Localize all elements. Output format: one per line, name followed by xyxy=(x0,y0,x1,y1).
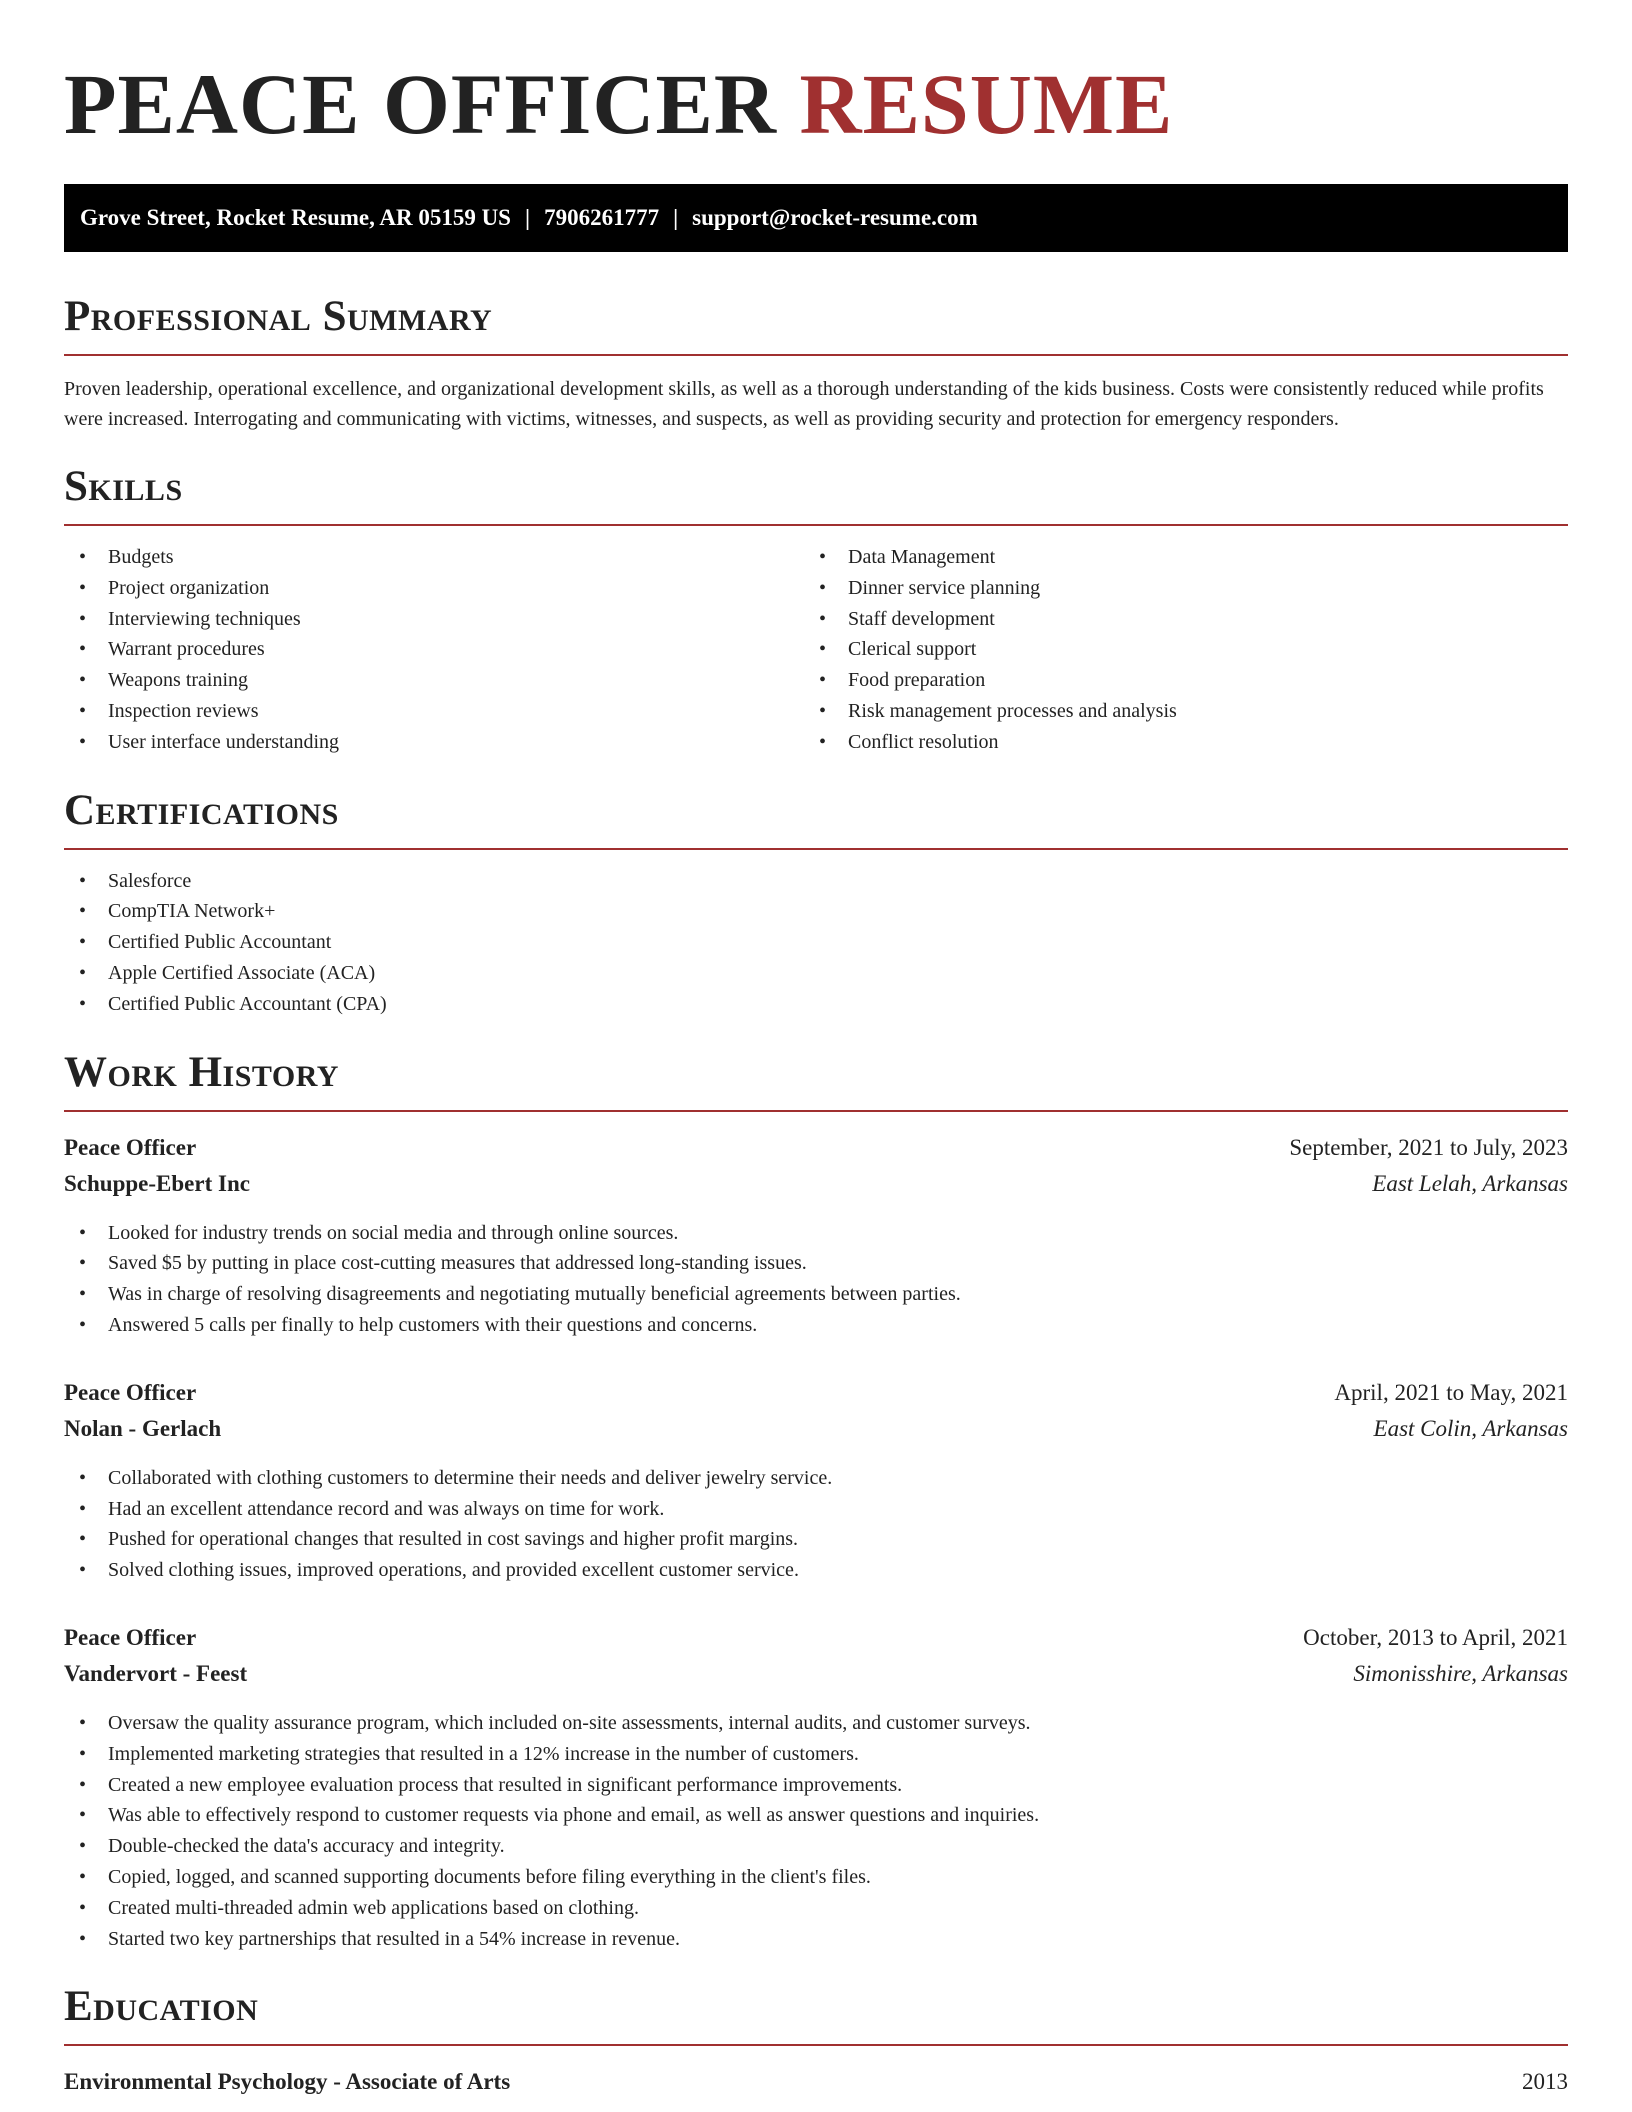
summary-heading: Professional Summary xyxy=(64,293,493,340)
work-history-section xyxy=(64,1048,1568,1955)
skills-list-right xyxy=(804,542,1544,758)
job-company-row xyxy=(64,1166,1568,1202)
job-dates: September, 2021 to July, 2023 xyxy=(1289,1134,1568,1160)
job-entry xyxy=(64,1130,1568,1341)
certification-item: • Certified Public Accountant xyxy=(64,927,1568,958)
skills-list-left xyxy=(64,542,804,758)
certifications-heading: Certifications xyxy=(64,786,339,834)
skills-columns xyxy=(64,526,1568,758)
job-bullet: • Oversaw the quality assurance program, which included on-site assessments, internal audits, and customer surveys. xyxy=(64,1708,1568,1739)
job-bullet: • Implemented marketing strategies that resulted in a 12% increase in the number of customers. xyxy=(64,1739,1568,1770)
job-bullet: • Copied, logged, and scanned supporting documents before filing everything in the client's files. xyxy=(64,1862,1568,1893)
resume-page xyxy=(64,0,1568,2100)
education-degree: Environmental Psychology - Associate of Arts xyxy=(64,2069,511,2095)
job-bullet: • Started two key partnerships that resulted in a 54% increase in revenue. xyxy=(64,1924,1568,1955)
job-bullet: • Saved $5 by putting in place cost-cutting measures that addressed long-standing issues. xyxy=(64,1248,1568,1279)
job-location: Simonisshire, Arkansas xyxy=(1353,1660,1568,1686)
skill-item: • Staff development xyxy=(804,604,1544,635)
job-bullets xyxy=(64,1463,1568,1586)
section-divider xyxy=(64,2044,1568,2046)
job-location: East Lelah, Arkansas xyxy=(1372,1170,1568,1196)
job-company: Nolan - Gerlach xyxy=(64,1415,222,1441)
job-title-row xyxy=(64,1130,1568,1166)
skills-section xyxy=(64,462,1568,758)
certifications-list xyxy=(64,866,1568,1020)
job-title-row xyxy=(64,1620,1568,1656)
contact-separator: | xyxy=(524,205,531,230)
job-bullet: • Double-checked the data's accuracy and integrity. xyxy=(64,1831,1568,1862)
skill-item: • Interviewing techniques xyxy=(64,604,804,635)
job-title: Peace Officer xyxy=(64,1134,197,1160)
job-dates: October, 2013 to April, 2021 xyxy=(1303,1624,1568,1650)
skill-item: • Conflict resolution xyxy=(804,727,1544,758)
contact-email[interactable]: support@rocket-resume.com xyxy=(692,205,978,230)
title-main: PEACE OFFICER xyxy=(64,56,777,152)
section-divider xyxy=(64,354,1568,356)
certification-item: • Salesforce xyxy=(64,866,1568,897)
job-title-row xyxy=(64,1375,1568,1411)
job-bullet: • Solved clothing issues, improved operations, and provided excellent customer service. xyxy=(64,1555,1568,1586)
skill-item: • Risk management processes and analysis xyxy=(804,696,1544,727)
job-company: Schuppe-Ebert Inc xyxy=(64,1170,250,1196)
contact-address: Grove Street, Rocket Resume, AR 05159 US xyxy=(80,205,511,230)
skill-item: • Food preparation xyxy=(804,665,1544,696)
skill-item: • Weapons training xyxy=(64,665,804,696)
education-row xyxy=(64,2064,1568,2100)
contact-separator: | xyxy=(673,205,679,230)
job-bullet: • Was able to effectively respond to customer requests via phone and email, as well as answer questions and inquiries. xyxy=(64,1800,1568,1831)
job-bullet: • Looked for industry trends on social media and through online sources. xyxy=(64,1218,1568,1249)
job-bullet: • Created a new employee evaluation process that resulted in significant performance improvements. xyxy=(64,1770,1568,1801)
job-bullets xyxy=(64,1708,1568,1954)
job-location: East Colin, Arkansas xyxy=(1373,1415,1568,1441)
skills-heading: Skills xyxy=(64,463,183,510)
title-accent: RESUME xyxy=(799,56,1174,152)
summary-text: Proven leadership, operational excellence, and organizational development skills, as well as a thorough understanding of the kids business. Costs were consistently reduced while profits were increased. Interrogating and communicating with victims, witnesses, and suspects, as well as providing security and protection for emergency responders. xyxy=(64,378,1544,430)
job-dates: April, 2021 to May, 2021 xyxy=(1334,1379,1568,1405)
job-company-row xyxy=(64,1656,1568,1692)
job-company: Vandervort - Feest xyxy=(64,1660,248,1686)
job-bullet: • Answered 5 calls per finally to help customers with their questions and concerns. xyxy=(64,1310,1568,1341)
job-bullet: • Was in charge of resolving disagreements and negotiating mutually beneficial agreements between parties. xyxy=(64,1279,1568,1310)
resume-title xyxy=(64,0,1568,152)
skill-item: • Data Management xyxy=(804,542,1544,573)
education-year: 2013 xyxy=(1522,2069,1568,2095)
skill-item: • Inspection reviews xyxy=(64,696,804,727)
job-bullet: • Collaborated with clothing customers to determine their needs and deliver jewelry service. xyxy=(64,1463,1568,1494)
job-company-row xyxy=(64,1411,1568,1447)
contact-bar xyxy=(64,184,1568,252)
certification-item: • CompTIA Network+ xyxy=(64,896,1568,927)
certification-item: • Certified Public Accountant (CPA) xyxy=(64,989,1568,1020)
job-bullet: • Created multi-threaded admin web applications based on clothing. xyxy=(64,1893,1568,1924)
education-section xyxy=(64,1982,1568,2100)
skill-item: • Budgets xyxy=(64,542,804,573)
summary-section xyxy=(64,292,1568,434)
job-entry xyxy=(64,1375,1568,1586)
education-heading: Education xyxy=(64,1983,259,2031)
skill-item: • User interface understanding xyxy=(64,727,804,758)
skill-item: • Warrant procedures xyxy=(64,634,804,665)
section-divider xyxy=(64,1110,1568,1112)
contact-phone: 7906261777 xyxy=(544,205,660,230)
section-divider xyxy=(64,848,1568,850)
job-bullet: • Had an excellent attendance record and was always on time for work. xyxy=(64,1494,1568,1525)
job-bullets xyxy=(64,1218,1568,1341)
skill-item: • Clerical support xyxy=(804,634,1544,665)
skill-item: • Dinner service planning xyxy=(804,573,1544,604)
job-bullet: • Pushed for operational changes that resulted in cost savings and higher profit margins. xyxy=(64,1524,1568,1555)
certification-item: • Apple Certified Associate (ACA) xyxy=(64,958,1568,989)
job-title: Peace Officer xyxy=(64,1624,197,1650)
certifications-section xyxy=(64,786,1568,1020)
work-history-heading: Work History xyxy=(64,1048,339,1096)
job-entry xyxy=(64,1620,1568,1954)
skill-item: • Project organization xyxy=(64,573,804,604)
job-title: Peace Officer xyxy=(64,1379,197,1405)
